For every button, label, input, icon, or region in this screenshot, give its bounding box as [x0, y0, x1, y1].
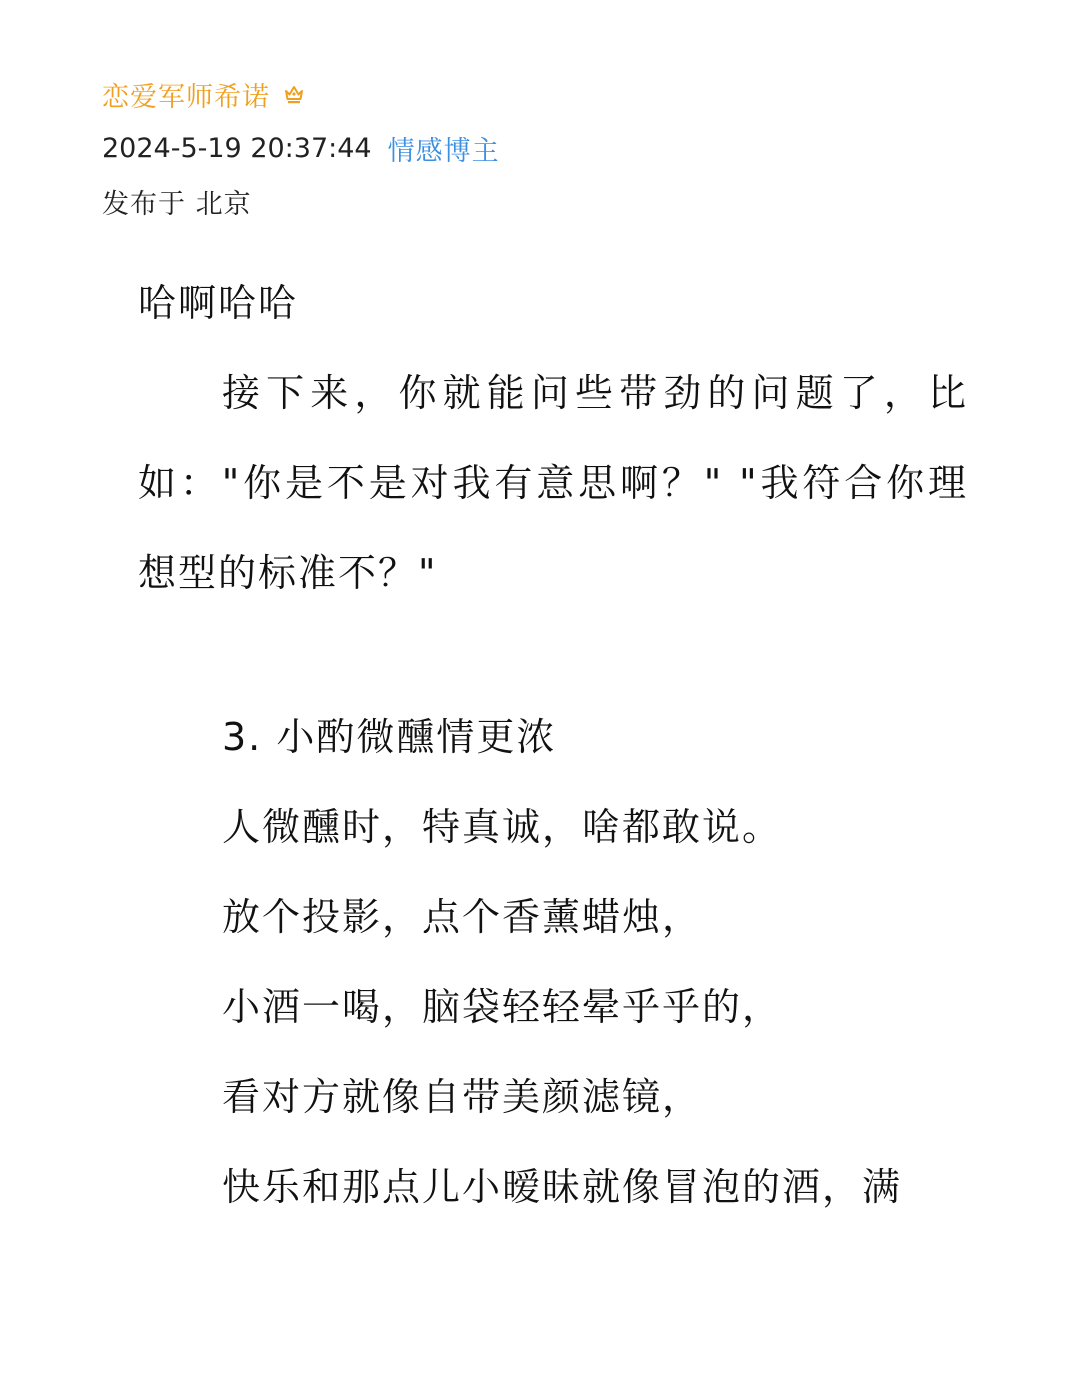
post-header	[102, 70, 500, 222]
section-line: 人微醺时，特真诚，啥都敢说。	[222, 805, 783, 849]
author-name[interactable]: 恋爱军师希诺	[102, 81, 270, 113]
section-line: 快乐和那点儿小暧昧就像冒泡的酒，满	[222, 1165, 903, 1209]
section-line: 看对方就像自带美颜滤镜，	[222, 1075, 703, 1119]
section-line: 小酒一喝，脑袋轻轻晕乎乎的，	[222, 985, 783, 1029]
meta-row	[102, 126, 500, 170]
section-3	[222, 692, 982, 1232]
body-paragraph: 接下来，你就能问些带劲的问题了，比如："你是不是对我有意思啊？" "我符合你理想型的标准不？"	[138, 371, 968, 595]
author-row	[102, 70, 500, 118]
post-body	[138, 258, 968, 618]
post-timestamp: 2024-5-19 20:37:44	[102, 132, 372, 164]
section-title: 3. 小酌微醺情更浓	[222, 715, 557, 759]
section-line: 放个投影，点个香薰蜡烛，	[222, 895, 703, 939]
crown-icon	[282, 82, 306, 106]
blogger-tag[interactable]: 情感博主	[387, 135, 500, 167]
body-line: 哈啊哈哈	[138, 281, 299, 325]
post-location: 发布于 北京	[102, 189, 252, 220]
